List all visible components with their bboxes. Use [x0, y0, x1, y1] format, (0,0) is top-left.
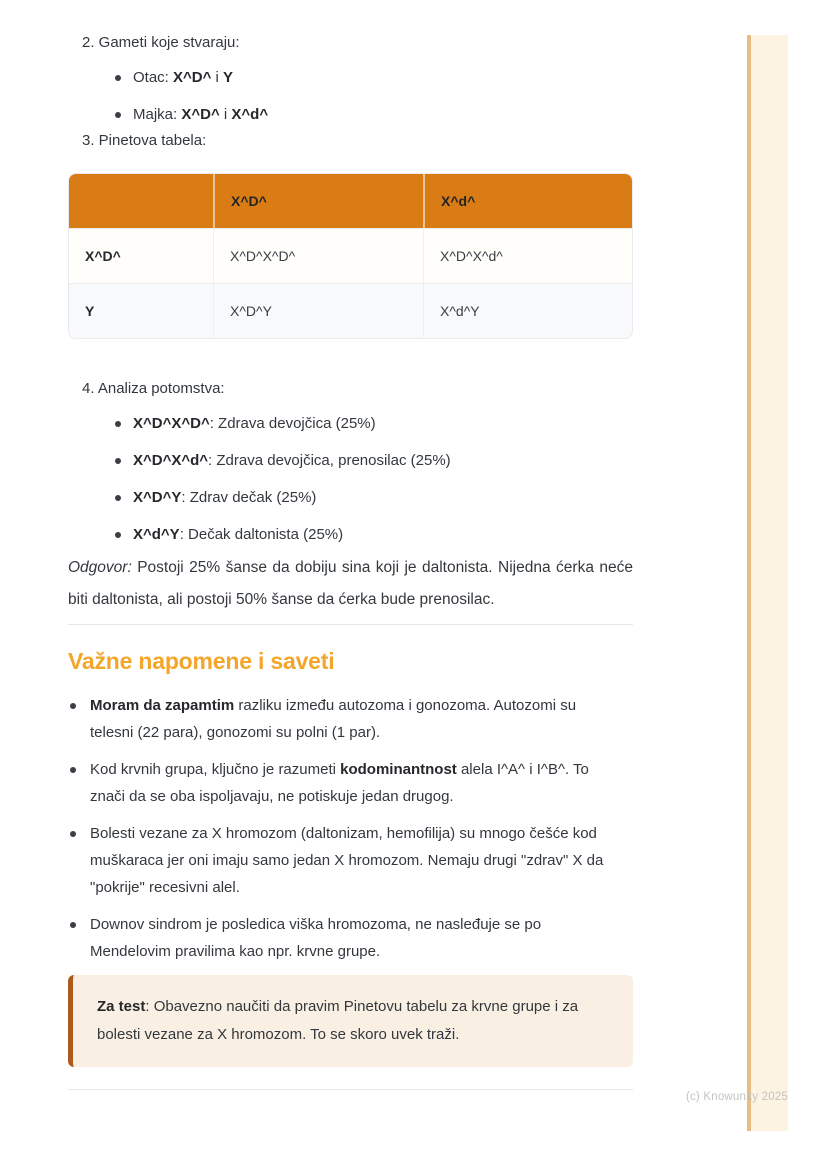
analiza-desc: : Zdrav dečak (25%): [181, 489, 317, 506]
list-item: [68, 450, 633, 472]
gameti-otac-genotype: X^D^: [173, 69, 212, 86]
numbered-item-gameti: 2. Gameti koje stvaraju:: [82, 34, 240, 51]
analiza-genotype: X^d^Y: [133, 526, 180, 543]
section-divider: [68, 1089, 633, 1090]
gameti-list: [68, 67, 633, 126]
page-edge-accent-panel: [751, 35, 788, 1131]
punnett-row2-cell2: X^d^Y: [423, 284, 632, 338]
section-heading-napomene: Važne napomene i saveti: [68, 648, 335, 674]
gameti-majka-pre: Majka:: [133, 106, 182, 123]
analiza-desc: : Zdrava devojčica, prenosilac (25%): [208, 452, 451, 469]
analiza-genotype: X^D^X^d^: [133, 452, 209, 469]
numbered-item-pinetova-tabela: 3. Pinetova tabela:: [82, 132, 207, 149]
callout-bold-label: Za test: [97, 998, 146, 1015]
gameti-majka-genotype: X^D^: [181, 106, 220, 123]
note-post: alela I^A^ i I^B^. To znači da se oba ispoljavaju, ne potiskuje jedan drugog.: [90, 761, 589, 805]
punnett-row1-label: X^D^: [85, 248, 121, 264]
odgovor-label: Odgovor:: [68, 559, 132, 576]
analiza-list: [68, 413, 633, 546]
analiza-desc: : Dečak daltonista (25%): [179, 526, 344, 543]
analiza-genotype: X^D^X^D^: [133, 415, 210, 432]
list-item: [68, 524, 633, 546]
punnett-row1-cell1: X^D^X^D^: [213, 229, 423, 283]
note-post: razliku između autozoma i gonozoma. Autozomi su telesni (22 para), gonozomi su polni (1 par).: [90, 697, 577, 741]
punnett-row-2: [69, 283, 632, 338]
note-bold: kodominantnost: [340, 761, 457, 778]
punnett-row1-cell2: X^D^X^d^: [423, 229, 632, 283]
gameti-otac-pre: Otac:: [133, 69, 174, 86]
list-item: [68, 67, 633, 89]
analiza-desc: : Zdrava devojčica (25%): [209, 415, 376, 432]
punnett-header-empty: [69, 174, 213, 228]
punnett-header-row: [69, 174, 632, 228]
list-item: [68, 487, 633, 509]
gameti-otac-genotype2: Y: [223, 69, 234, 86]
list-item: [68, 692, 633, 746]
note-pre: Kod krvnih grupa, ključno je razumeti: [90, 761, 341, 778]
punnett-table: [68, 173, 633, 339]
list-item: [68, 820, 633, 901]
numbered-item-analiza: 4. Analiza potomstva:: [82, 380, 225, 397]
gameti-majka-mid: i: [219, 106, 232, 123]
punnett-header-col2: X^d^: [423, 174, 632, 228]
punnett-header-col1: X^D^: [213, 174, 423, 228]
note-bold: Moram da zapamtim: [90, 697, 235, 714]
odgovor-paragraph: [68, 552, 633, 616]
analiza-genotype: X^D^Y: [133, 489, 182, 506]
napomene-list: [68, 692, 633, 965]
punnett-row-1: [69, 228, 632, 283]
note-pre: Downov sindrom je posledica viška hromozoma, ne nasleđuje se po Mendelovim pravilima kao npr. krvne grupe.: [90, 916, 542, 960]
section-divider: [68, 624, 633, 625]
list-item: [68, 413, 633, 435]
punnett-row2-cell1: X^D^Y: [213, 284, 423, 338]
za-test-callout: [68, 975, 633, 1067]
gameti-otac-mid: i: [211, 69, 224, 86]
note-pre: Bolesti vezane za X hromozom (daltonizam, hemofilija) su mnogo češće kod muškaraca jer oni imaju samo jedan X hromozom. Nemaju drugi "zdrav" X da "pokrije" recesivni alel.: [90, 825, 604, 896]
document-content: [68, 32, 633, 1090]
gameti-majka-genotype2: X^d^: [231, 106, 269, 123]
odgovor-text: Postoji 25% šanse da dobiju sina koji je daltonista. Nijedna ćerka neće biti daltonista, ali postoji 50% šanse da ćerka bude prenosilac.: [68, 559, 633, 608]
list-item: [68, 756, 633, 810]
list-item: [68, 911, 633, 965]
callout-text: : Obavezno naučiti da pravim Pinetovu tabelu za krvne grupe i za bolesti vezane za X hromozom. To se skoro uvek traži.: [97, 998, 579, 1043]
list-item: [68, 104, 633, 126]
punnett-row2-label: Y: [85, 303, 95, 319]
copyright-footer: (c) Knowunity 2025: [685, 1091, 788, 1103]
